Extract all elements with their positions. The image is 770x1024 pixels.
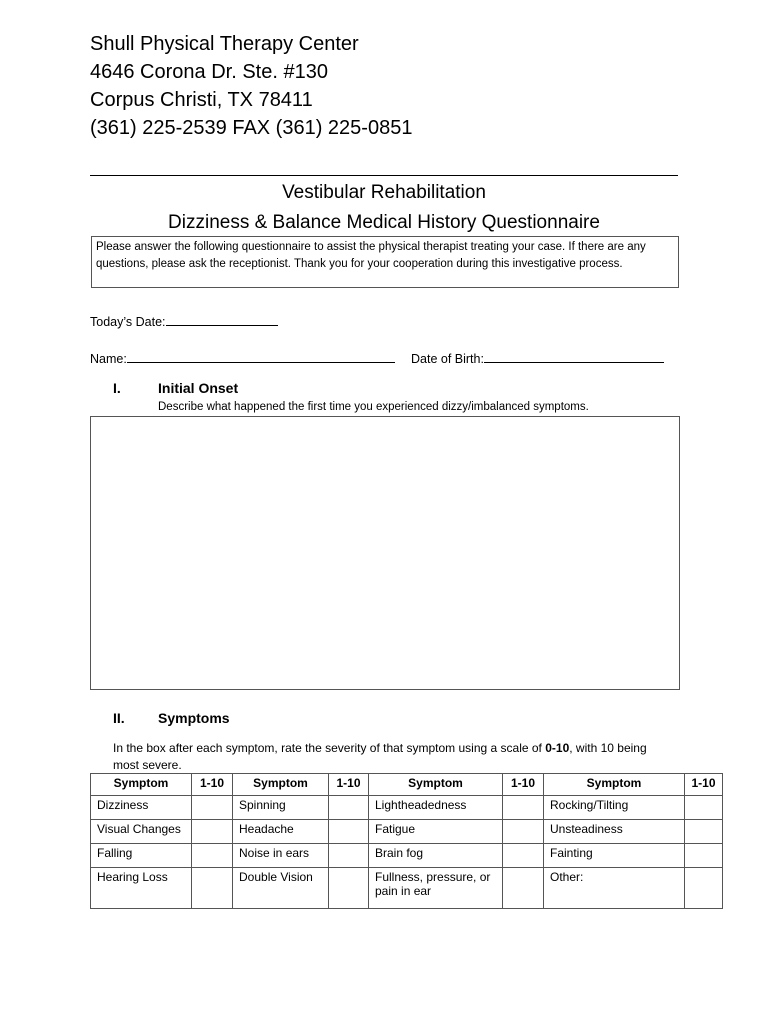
symptom-label: Hearing Loss: [91, 868, 192, 909]
section-symptoms-description: [113, 740, 673, 774]
symptom-label: Fullness, pressure, or pain in ear: [369, 868, 503, 909]
symptom-label: Headache: [233, 820, 329, 844]
table-row: [91, 796, 723, 820]
section-onset-title: Initial Onset: [158, 380, 239, 396]
table-row: [91, 868, 723, 909]
form-title: Vestibular Rehabilitation: [282, 182, 486, 203]
header-rating: 1-10: [685, 774, 723, 796]
header-rating: 1-10: [329, 774, 369, 796]
header-symptom: Symptom: [233, 774, 329, 796]
symptom-label: Fatigue: [369, 820, 503, 844]
header-rating: 1-10: [192, 774, 233, 796]
symptom-label: Visual Changes: [91, 820, 192, 844]
rating-cell[interactable]: [329, 820, 369, 844]
section-onset-number: I.: [113, 380, 121, 396]
symptom-label: Lightheadedness: [369, 796, 503, 820]
table-row: [91, 844, 723, 868]
symptoms-description-text: In the box after each symptom, rate the severity of that symptom using a scale of: [113, 741, 546, 755]
symptoms-description-end: , with 10 being most severe.: [113, 741, 647, 772]
instructions-box: Please answer the following questionnaire to assist the physical therapist treating your case. If there are any questions, please ask the receptionist. Thank you for your cooperation during this investigative process.: [91, 236, 679, 288]
rating-cell[interactable]: [503, 796, 544, 820]
symptom-label: Falling: [91, 844, 192, 868]
section-symptoms-title: Symptoms: [158, 710, 230, 726]
header-rating: 1-10: [503, 774, 544, 796]
name-row: [90, 350, 395, 366]
rating-cell[interactable]: [503, 820, 544, 844]
rating-cell[interactable]: [192, 844, 233, 868]
rating-cell[interactable]: [685, 844, 723, 868]
dob-field[interactable]: [484, 350, 664, 363]
rating-cell[interactable]: [685, 820, 723, 844]
rating-cell[interactable]: [503, 868, 544, 909]
dob-label: Date of Birth:: [411, 352, 484, 366]
symptom-label: Unsteadiness: [544, 820, 685, 844]
name-label: Name:: [90, 352, 127, 366]
symptoms-scale: 0-10: [545, 741, 570, 755]
name-field[interactable]: [127, 350, 395, 363]
rating-cell[interactable]: [329, 868, 369, 909]
rating-cell[interactable]: [685, 868, 723, 909]
rating-cell[interactable]: [192, 820, 233, 844]
rating-cell[interactable]: [503, 844, 544, 868]
symptom-label: Other:: [544, 868, 685, 909]
clinic-name: Shull Physical Therapy Center: [90, 33, 359, 55]
clinic-address-line2: Corpus Christi, TX 78411: [90, 89, 313, 111]
form-subtitle: Dizziness & Balance Medical History Questionnaire: [168, 212, 600, 233]
symptom-label: Spinning: [233, 796, 329, 820]
symptom-label: Brain fog: [369, 844, 503, 868]
clinic-phone-fax: (361) 225-2539 FAX (361) 225-0851: [90, 117, 413, 139]
symptom-label: Rocking/Tilting: [544, 796, 685, 820]
symptom-label: Noise in ears: [233, 844, 329, 868]
rating-cell[interactable]: [192, 796, 233, 820]
symptom-label: Dizziness: [91, 796, 192, 820]
symptom-label: Double Vision: [233, 868, 329, 909]
dob-row: [411, 350, 664, 366]
symptom-table: [90, 773, 723, 909]
header-symptom: Symptom: [369, 774, 503, 796]
symptom-label: Fainting: [544, 844, 685, 868]
rating-cell[interactable]: [685, 796, 723, 820]
header-divider: [90, 175, 678, 176]
onset-text-area[interactable]: [90, 416, 680, 690]
todays-date-label: Today’s Date:: [90, 315, 166, 329]
section-onset-description: Describe what happened the first time you experienced dizzy/imbalanced symptoms.: [158, 401, 589, 413]
clinic-address-line1: 4646 Corona Dr. Ste. #130: [90, 61, 328, 83]
header-symptom: Symptom: [544, 774, 685, 796]
clinic-header: [90, 30, 412, 142]
todays-date-row: [90, 313, 278, 329]
table-header-row: [91, 774, 723, 796]
rating-cell[interactable]: [192, 868, 233, 909]
header-symptom: Symptom: [91, 774, 192, 796]
rating-cell[interactable]: [329, 844, 369, 868]
section-symptoms-number: II.: [113, 710, 125, 726]
rating-cell[interactable]: [329, 796, 369, 820]
todays-date-field[interactable]: [166, 313, 278, 326]
table-row: [91, 820, 723, 844]
